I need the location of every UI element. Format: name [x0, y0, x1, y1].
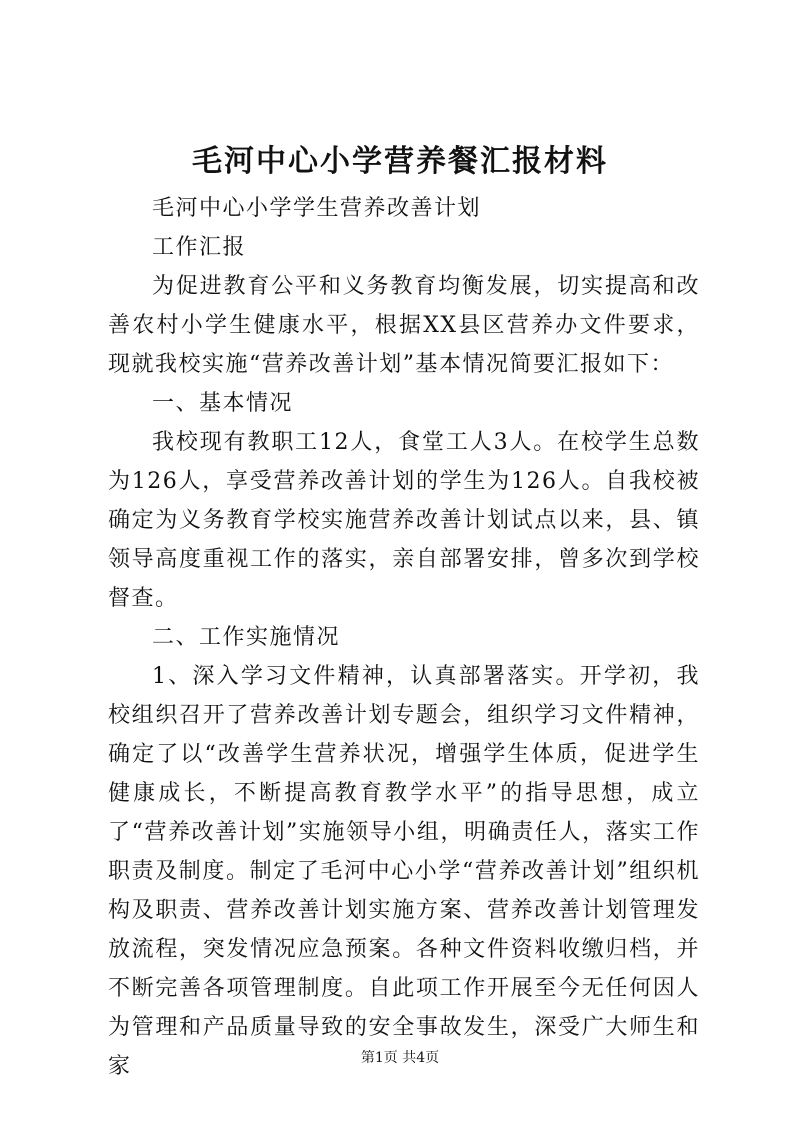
implementation-paragraph: 1、深入学习文件精神，认真部署落实。开学初，我校组织召开了营养改善计划专题会，组织学习文件精神，确定了以“改善学生营养状况，增强学生体质，促进学生健康成长，不断提高教育教学水平”的指导思想，成立了“营养改善计划”实施领导小组，明确责任人，落实工作职责及制度。制定了毛河中心小学“营养改善计划”组织机构及职责、营养改善计划实施方案、营养改善计划管理发放流程，突发情况应急预案。各种文件资料收缴归档，并不断完善各项管理制度。自此项工作开展至今无任何因人为管理和产品质量导致的安全事故发生，深受广大师生和家 [108, 664, 700, 1079]
report-heading: 工作汇报 [152, 235, 247, 260]
section-heading-basic: 一、基本情况 [152, 391, 294, 416]
intro-paragraph: 为促进教育公平和义务教育均衡发展，切实提高和改善农村小学生健康水平，根据XX县区营养办文件要求，现就我校实施“营养改善计划”基本情况简要汇报如下： [108, 274, 700, 377]
section-heading-implementation: 二、工作实施情况 [152, 625, 341, 650]
basic-info-paragraph: 我校现有教职工12人，食堂工人3人。在校学生总数为126人，享受营养改善计划的学生为126人。自我校被确定为义务教育学校实施营养改善计划试点以来，县、镇领导高度重视工作的落实，亲自部署安排，曾多次到学校督查。 [108, 430, 700, 611]
subtitle-paragraph: 毛河中心小学学生营养改善计划 [152, 196, 482, 221]
document-body [108, 189, 700, 1086]
document-title: 毛河中心小学营养餐汇报材料 [192, 144, 608, 179]
page-number-footer: 第1页 共4页 [360, 1050, 440, 1066]
